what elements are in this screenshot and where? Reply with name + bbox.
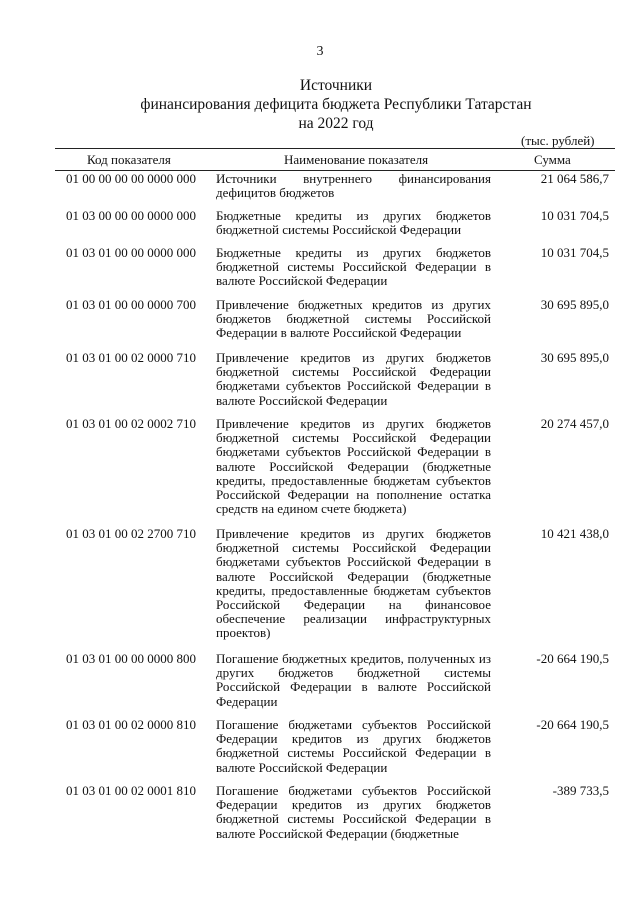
page-number: 3 (316, 44, 324, 59)
title-line-1: Источники (299, 77, 373, 94)
title-line-2: финансирования дефицита бюджета Республики Татарстан (140, 96, 532, 113)
row-code: 01 03 00 00 00 0000 000 (66, 208, 196, 223)
table-body (0, 172, 640, 844)
row-sum: -20 664 190,5 (536, 651, 609, 666)
table-row (0, 652, 640, 718)
row-code: 01 00 00 00 00 0000 000 (66, 171, 196, 186)
table-row (0, 417, 640, 527)
row-sum: 30 695 895,0 (540, 297, 609, 312)
row-code: 01 03 01 00 00 0000 700 (66, 297, 196, 312)
row-name: Бюджетные кредиты из других бюджетов бюджетной системы Российской Федерации в валюте Российской Федерации (216, 245, 491, 289)
table-row (0, 527, 640, 652)
row-name: Привлечение бюджетных кредитов из других бюджетов бюджетной системы Российской Федерации в валюте Российской Федерации (216, 297, 491, 341)
row-sum: 21 064 586,7 (540, 171, 609, 186)
table-row (0, 298, 640, 351)
row-code: 01 03 01 00 02 0001 810 (66, 783, 196, 798)
table-row (0, 172, 640, 209)
table-row (0, 351, 640, 417)
table-header (55, 148, 615, 171)
row-name: Источники внутреннего финансирования дефицитов бюджетов (216, 171, 491, 201)
row-code: 01 03 01 00 02 0000 810 (66, 717, 196, 732)
row-code: 01 03 01 00 02 0002 710 (66, 416, 196, 431)
table-row (0, 718, 640, 784)
row-sum: 30 695 895,0 (540, 350, 609, 365)
row-name: Погашение бюджетами субъектов Российской Федерации кредитов из других бюджетов бюджетной системы Российской Федерации в валюте Российской Федерации (бюджетные (216, 783, 491, 841)
row-sum: -20 664 190,5 (536, 717, 609, 732)
row-sum: 10 421 438,0 (540, 526, 609, 541)
table-row (0, 784, 640, 844)
row-code: 01 03 01 00 02 0000 710 (66, 350, 196, 365)
row-name: Бюджетные кредиты из других бюджетов бюджетной системы Российской Федерации (216, 208, 491, 238)
title-line-3: на 2022 год (298, 115, 374, 132)
table-row (0, 246, 640, 298)
row-name: Погашение бюджетных кредитов, полученных из других бюджетов бюджетной системы Российской Федерации в валюте Российской Федерации (216, 651, 491, 709)
row-code: 01 03 01 00 00 0000 000 (66, 245, 196, 260)
units-label: (тыс. рублей) (521, 133, 595, 148)
header-code: Код показателя (87, 152, 171, 167)
row-code: 01 03 01 00 02 2700 710 (66, 526, 196, 541)
row-sum: 10 031 704,5 (540, 245, 609, 260)
document-title (0, 76, 640, 133)
row-sum: -389 733,5 (552, 783, 609, 798)
table-row (0, 209, 640, 246)
header-sum: Сумма (534, 152, 571, 167)
row-name: Погашение бюджетами субъектов Российской Федерации кредитов из других бюджетов бюджетной системы Российской Федерации в валюте Российской Федерации (216, 717, 491, 775)
row-name: Привлечение кредитов из других бюджетов бюджетной системы Российской Федерации бюджетами субъектов Российской Федерации в валюте Российской Федерации (бюджетные кредиты, предоставленные бюджетам субъектов Российской Федерации на пополнение остатка средств на едином счете бюджета) (216, 416, 491, 517)
row-sum: 20 274 457,0 (540, 416, 609, 431)
row-code: 01 03 01 00 00 0000 800 (66, 651, 196, 666)
row-sum: 10 031 704,5 (540, 208, 609, 223)
row-name: Привлечение кредитов из других бюджетов бюджетной системы Российской Федерации бюджетами субъектов Российской Федерации в валюте Российской Федерации (бюджетные кредиты, предоставленные бюджетам субъектов Российской Федерации на финансовое обеспечение реализации инфраструктурных проектов) (216, 526, 491, 641)
row-name: Привлечение кредитов из других бюджетов бюджетной системы Российской Федерации бюджетами субъектов Российской Федерации в валюте Российской Федерации (216, 350, 491, 408)
header-name: Наименование показателя (284, 152, 429, 167)
